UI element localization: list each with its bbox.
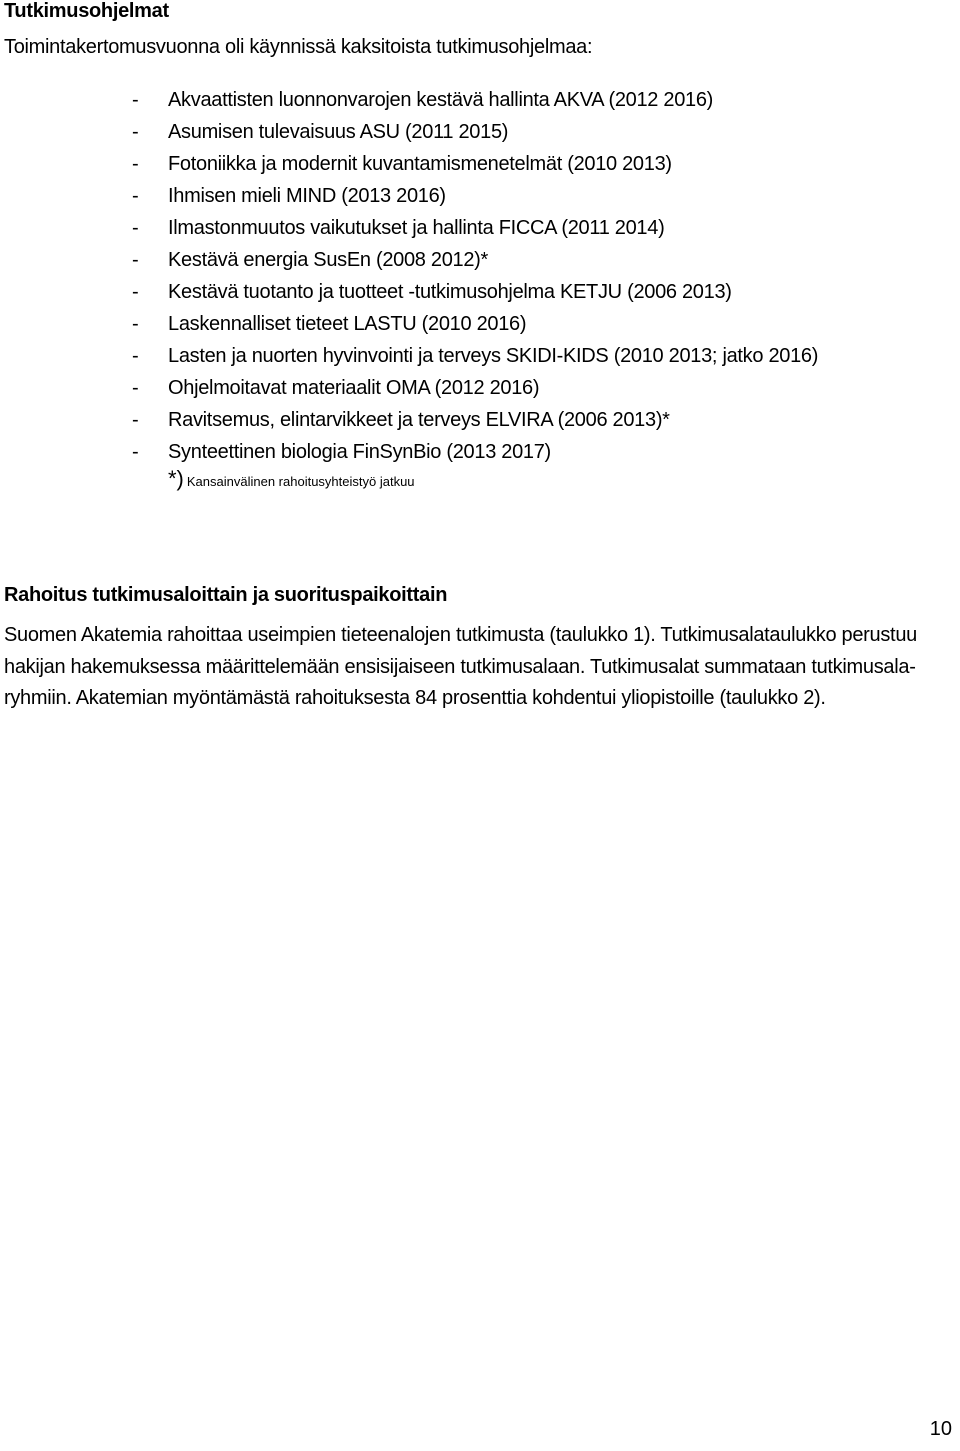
list-item [128,183,818,215]
program-name: Ihmisen mieli MIND (2013 2016) [168,185,446,207]
bullet-dash: - [132,441,139,463]
program-name: Fotoniikka ja modernit kuvantamismenetelmät (2010 2013) [168,153,672,175]
list-item [128,407,818,439]
funding-paragraph [4,620,949,715]
footnote [168,466,415,492]
paragraph-line: hakijan hakemuksessa määrittelemään ensisijaiseen tutkimusalaan. Tutkimusalat summataan tutkimusala- [4,655,916,678]
list-item [128,343,818,375]
program-name: Synteettinen biologia FinSynBio (2013 2017) [168,441,551,463]
bullet-dash: - [132,409,139,431]
section-heading-funding: Rahoitus tutkimusaloittain ja suorituspaikoittain [4,584,448,606]
bullet-dash: - [132,89,139,111]
program-name: Akvaattisten luonnonvarojen kestävä hallinta AKVA (2012 2016) [168,89,714,111]
list-item [128,279,818,311]
program-name: Laskennalliset tieteet LASTU (2010 2016) [168,313,527,335]
program-list [128,87,818,471]
program-name: Ilmastonmuutos vaikutukset ja hallinta FICCA (2011 2014) [168,217,665,239]
paragraph-line: ryhmiin. Akatemian myöntämästä rahoituksesta 84 prosenttia kohdentui yliopistoille (taulukko 2). [4,687,826,709]
bullet-dash: - [132,249,139,271]
program-name: Ravitsemus, elintarvikkeet ja terveys ELVIRA (2006 2013)* [168,409,670,431]
page-number: 10 [929,1418,952,1440]
intro-text: Toimintakertomusvuonna oli käynnissä kaksitoista tutkimusohjelmaa: [4,36,593,58]
list-item [128,119,818,151]
bullet-dash: - [132,313,139,335]
program-name: Asumisen tulevaisuus ASU (2011 2015) [168,121,509,143]
bullet-dash: - [132,281,139,303]
paragraph-line: Suomen Akatemia rahoittaa useimpien tieteenalojen tutkimusta (taulukko 1). Tutkimusalataulukko perustuu [4,624,917,646]
bullet-dash: - [132,185,139,207]
program-name: Kestävä energia SusEn (2008 2012)* [168,249,489,271]
section-heading-research-programs: Tutkimusohjelmat [4,0,169,22]
program-name: Lasten ja nuorten hyvinvointi ja terveys SKIDI-KIDS (2010 2013; jatko 2016) [168,345,819,367]
bullet-dash: - [132,217,139,239]
list-item [128,375,818,407]
list-item [128,215,818,247]
bullet-dash: - [132,345,139,367]
program-name: Kestävä tuotanto ja tuotteet -tutkimusohjelma KETJU (2006 2013) [168,281,732,303]
list-item [128,151,818,183]
footnote-mark: *) [168,466,184,491]
bullet-dash: - [132,377,139,399]
list-item [128,87,818,119]
program-name: Ohjelmoitavat materiaalit OMA (2012 2016) [168,377,540,399]
footnote-text: Kansainvälinen rahoitusyhteistyö jatkuu [186,474,415,489]
bullet-dash: - [132,153,139,175]
bullet-dash: - [132,121,139,143]
list-item [128,311,818,343]
list-item [128,247,818,279]
